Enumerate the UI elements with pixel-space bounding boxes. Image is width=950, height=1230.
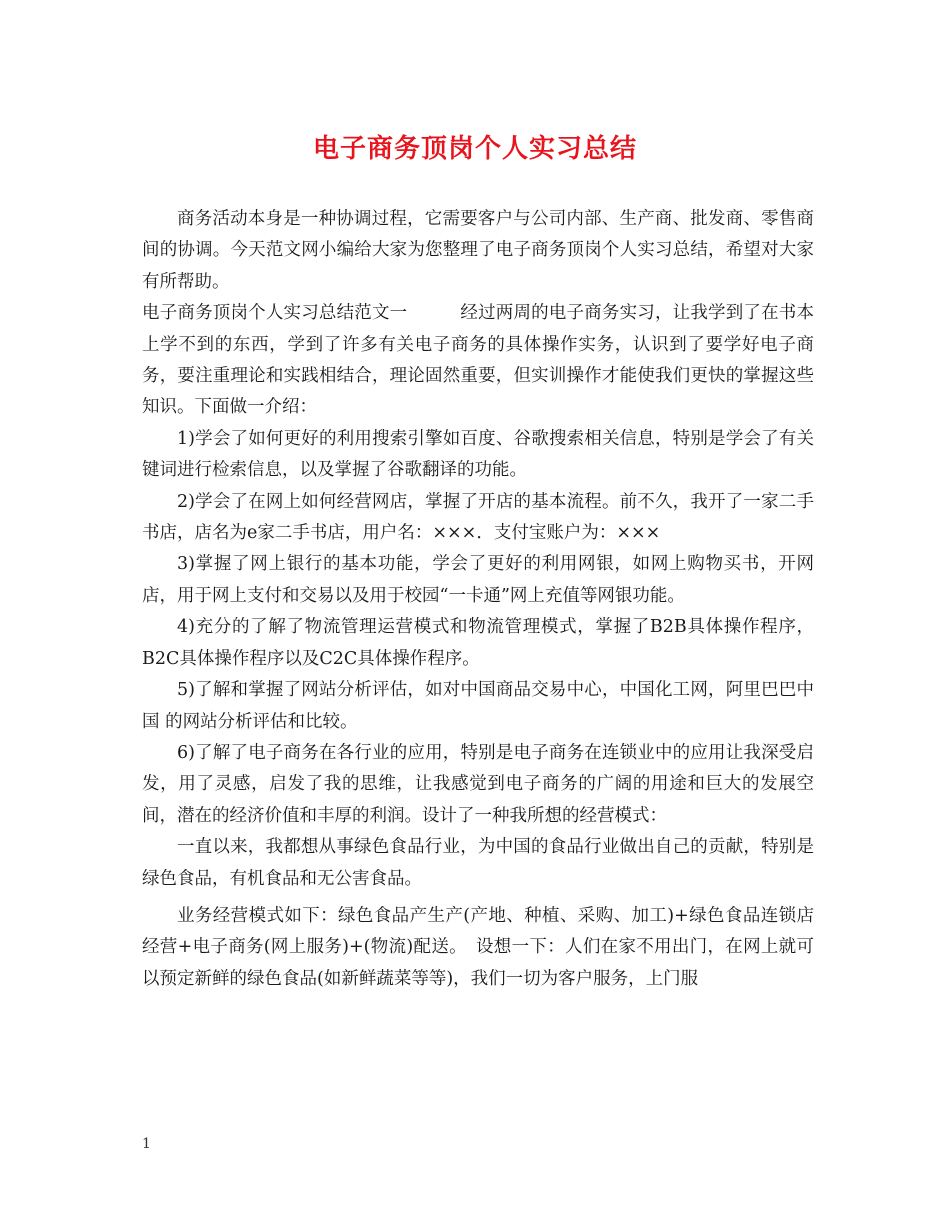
paragraph-item-5: 5)了解和掌握了网站分析评估，如对中国商品交易中心，中国化工网，阿里巴巴中国 的网站分析评估和比较。: [142, 680, 814, 732]
document-body: [142, 204, 814, 995]
paragraph-intro: 商务活动本身是一种协调过程，它需要客户与公司内部、生产商、批发商、零售商间的协调。今天范文网小编给大家为您整理了电子商务顶岗个人实习总结，希望对大家有所帮助。: [142, 209, 814, 292]
paragraph-business-model: 业务经营模式如下：绿色食品产生产(产地、种植、采购、加工)+绿色食品连锁店经营+电子商务(网上服务)+(物流)配送。 设想一下：人们在家不用出门，在网上就可以预定新鲜的绿色食品(如新鲜蔬菜等等)，我们一切为客户服务，上门服: [142, 905, 814, 989]
paragraph-sample-one: 电子商务顶岗个人实习总结范文一 经过两周的电子商务实习，让我学到了在书本上学不到的东西，学到了许多有关电子商务的具体操作实务，认识到了要学好电子商务，要注重理论和实践相结合，理论固然重要，但实训操作才能使我们更快的掌握这些知识。下面做一介绍：: [142, 303, 814, 418]
paragraph-item-2: 2)学会了在网上如何经营网店，掌握了开店的基本流程。前不久，我开了一家二手书店，店名为e家二手书店，用户名：×××．支付宝账户为：×××: [142, 491, 814, 544]
paragraph-item-6: 6)了解了电子商务在各行业的应用，特别是电子商务在连锁业中的应用让我深受启发，用了灵感，启发了我的思维，让我感觉到电子商务的广阔的用途和巨大的发展空间，潜在的经济价值和丰厚的利润。设计了一种我所想的经营模式：: [142, 742, 814, 826]
paragraph-item-3: 3)掌握了网上银行的基本功能，学会了更好的利用网银，如网上购物买书，开网店，用于网上支付和交易以及用于校园“一卡通”网上充值等网银功能。: [142, 554, 814, 606]
page-number: 1: [142, 1136, 151, 1152]
paragraph-item-4: 4)充分的了解了物流管理运营模式和物流管理模式，掌握了B2B具体操作程序，B2C具体操作程序以及C2C具体操作程序。: [142, 617, 814, 669]
document-title: 电子商务顶岗个人实习总结: [312, 134, 637, 164]
paragraph-green-food: 一直以来，我都想从事绿色食品行业，为中国的食品行业做出自己的贡献，特别是绿色食品，有机食品和无公害食品。: [142, 837, 814, 889]
paragraph-item-1: 1)学会了如何更好的利用搜索引擎如百度、谷歌搜索相关信息，特别是学会了有关键词进行检索信息，以及掌握了谷歌翻译的功能。: [142, 428, 814, 481]
